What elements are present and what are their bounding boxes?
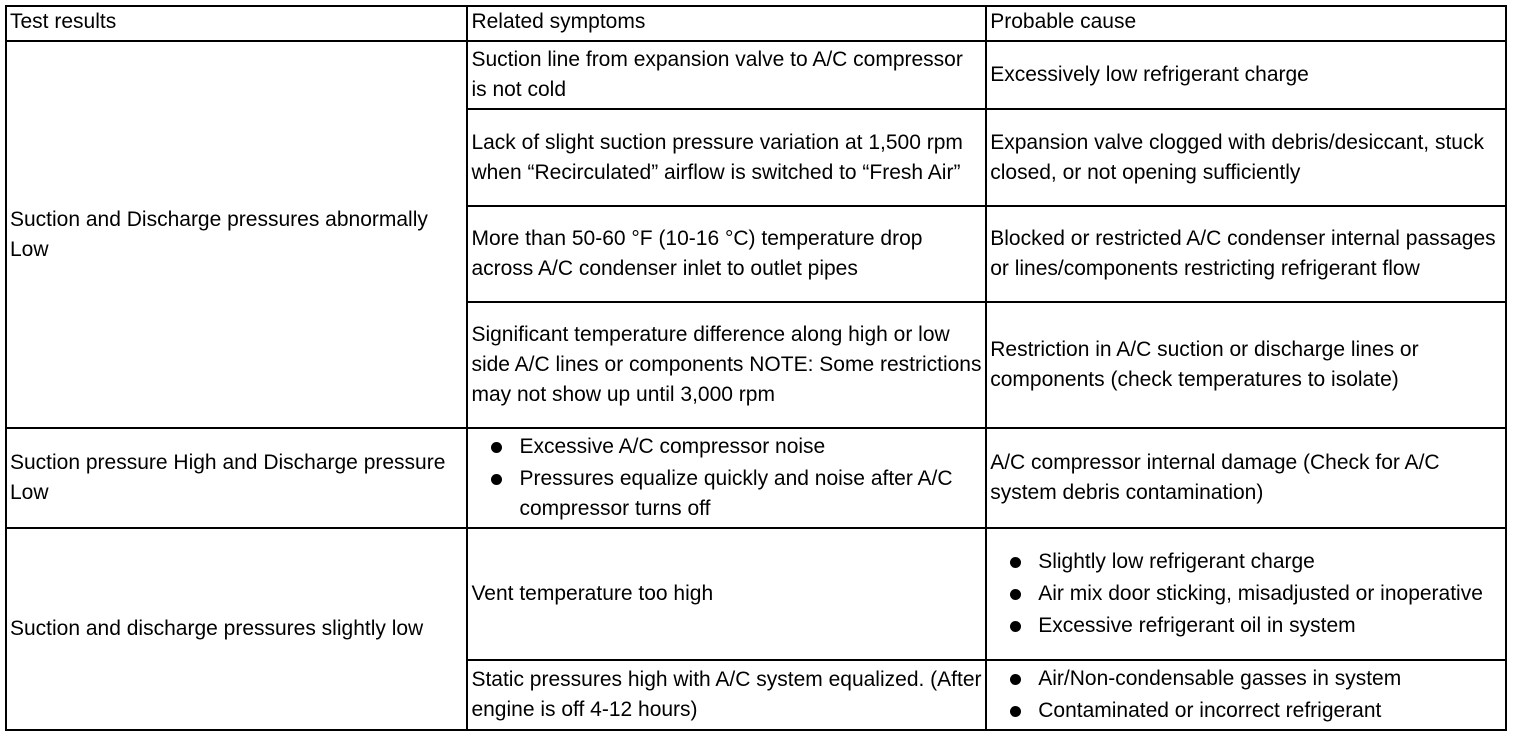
cause-cell xyxy=(986,528,1506,660)
cause-cell: Restriction in A/C suction or discharge lines or components (check temperatures to isolate) xyxy=(986,302,1506,428)
symptom-cell: More than 50-60 °F (10-16 °C) temperature drop across A/C condenser inlet to outlet pipes xyxy=(467,206,986,302)
cause-cell: Excessively low refrigerant charge xyxy=(986,41,1506,109)
cause-bullet-list xyxy=(990,547,1503,641)
bullet-text: Slightly low refrigerant charge xyxy=(1038,550,1315,573)
table-row xyxy=(6,528,1506,660)
bullet-text: Pressures equalize quickly and noise after A/C compressor turns off xyxy=(519,467,953,520)
cause-bullet-list xyxy=(990,664,1503,726)
symptom-cell: Static pressures high with A/C system equalized. (After engine is off 4-12 hours) xyxy=(467,660,986,730)
list-item xyxy=(990,611,1503,641)
list-item xyxy=(471,432,983,462)
table-row xyxy=(6,41,1506,109)
symptom-cell xyxy=(467,428,986,528)
table-row xyxy=(6,428,1506,528)
bullet-text: Air mix door sticking, misadjusted or inoperative xyxy=(1038,582,1483,605)
header-test-results: Test results xyxy=(6,6,467,41)
bullet-icon xyxy=(491,442,502,453)
symptom-cell: Suction line from expansion valve to A/C compressor is not cold xyxy=(467,41,986,109)
bullet-icon xyxy=(491,474,502,485)
cause-cell: Expansion valve clogged with debris/desiccant, stuck closed, or not opening sufficiently xyxy=(986,109,1506,206)
cause-cell: Blocked or restricted A/C condenser internal passages or lines/components restricting refrigerant flow xyxy=(986,206,1506,302)
diagnostic-table xyxy=(5,5,1507,731)
test-result-cell: Suction and Discharge pressures abnormally Low xyxy=(6,41,467,428)
list-item xyxy=(990,696,1503,726)
bullet-icon xyxy=(1010,674,1021,685)
bullet-icon xyxy=(1010,621,1021,632)
symptom-cell: Lack of slight suction pressure variation at 1,500 rpm when “Recirculated” airflow is switched to “Fresh Air” xyxy=(467,109,986,206)
bullet-text: Contaminated or incorrect refrigerant xyxy=(1038,699,1382,722)
list-item xyxy=(990,579,1503,609)
test-result-cell: Suction pressure High and Discharge pressure Low xyxy=(6,428,467,528)
header-row xyxy=(6,6,1506,41)
diagnostic-table-container xyxy=(5,5,1507,731)
bullet-text: Air/Non-condensable gasses in system xyxy=(1038,667,1402,690)
cause-cell xyxy=(986,660,1506,730)
bullet-icon xyxy=(1010,589,1021,600)
symptom-cell: Vent temperature too high xyxy=(467,528,986,660)
list-item xyxy=(990,547,1503,577)
list-item xyxy=(471,464,983,524)
cause-cell: A/C compressor internal damage (Check for A/C system debris contamination) xyxy=(986,428,1506,528)
test-result-cell: Suction and discharge pressures slightly low xyxy=(6,528,467,730)
bullet-text: Excessive A/C compressor noise xyxy=(519,435,826,458)
list-item xyxy=(990,664,1503,694)
symptom-bullet-list xyxy=(471,432,983,524)
header-related-symptoms: Related symptoms xyxy=(467,6,986,41)
bullet-icon xyxy=(1010,706,1021,717)
header-probable-cause: Probable cause xyxy=(986,6,1506,41)
bullet-text: Excessive refrigerant oil in system xyxy=(1038,614,1356,637)
symptom-cell: Significant temperature difference along high or low side A/C lines or components NOTE: Some restrictions may not show up until 3,000 rpm xyxy=(467,302,986,428)
bullet-icon xyxy=(1010,557,1021,568)
